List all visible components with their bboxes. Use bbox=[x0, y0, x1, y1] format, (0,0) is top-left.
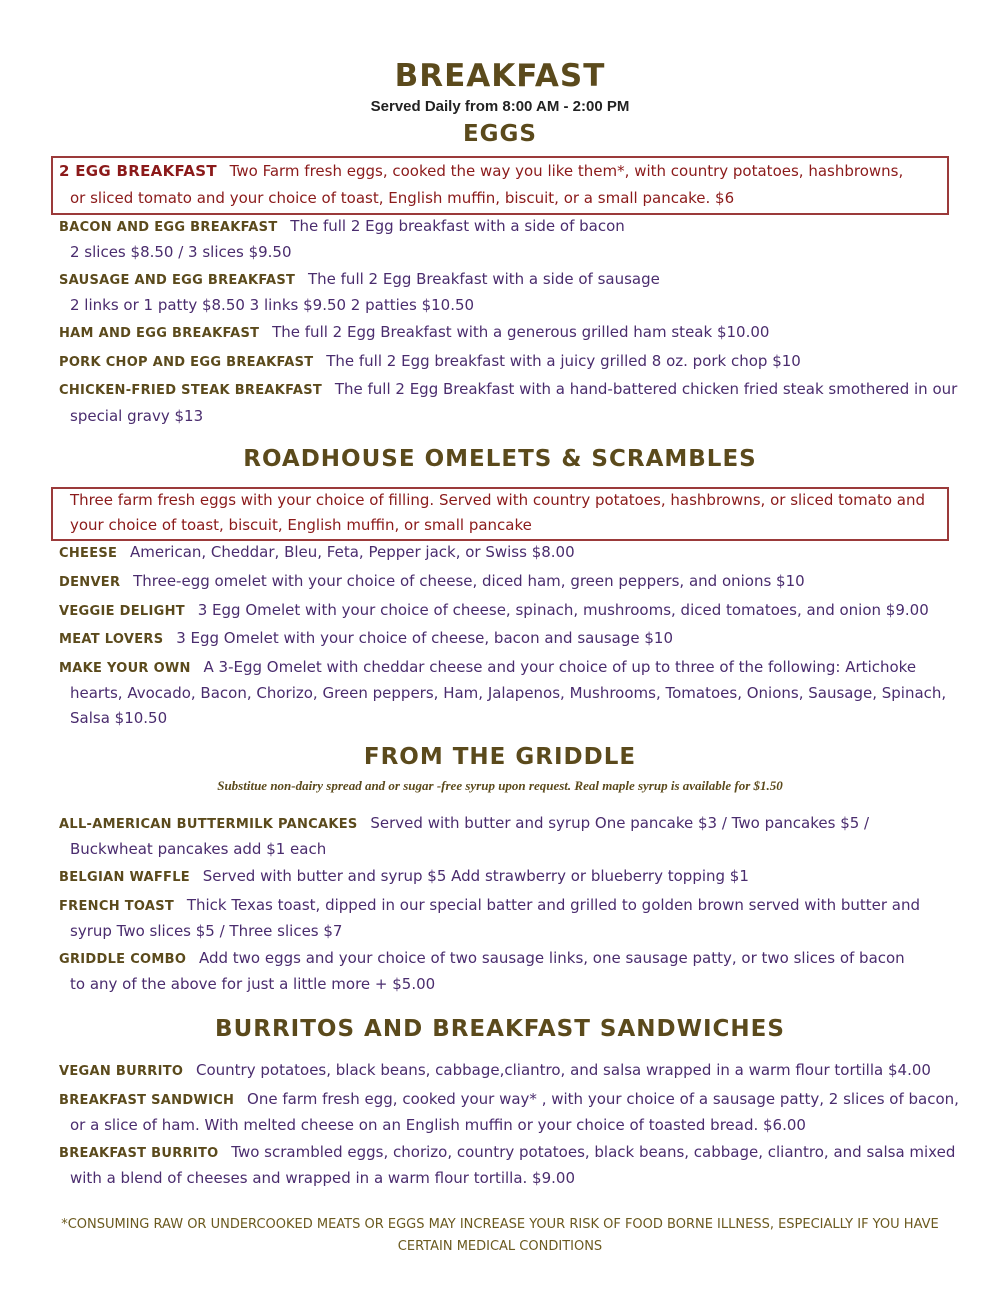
item-desc: Served with butter and syrup $5 Add strawberry or blueberry topping $1 bbox=[202, 867, 749, 885]
item-price-line: 2 slices $8.50 / 3 slices $9.50 bbox=[70, 243, 292, 261]
menu-item-ham-egg bbox=[59, 323, 769, 341]
griddle-note: Substitue non-dairy spread and or sugar -free syrup upon request. Real maple syrup is available for $1.50 bbox=[217, 778, 783, 793]
section-heading-eggs: EGGS bbox=[462, 121, 538, 147]
item-name: SAUSAGE AND EGG BREAKFAST bbox=[59, 273, 296, 288]
item-desc-cont: or a slice of ham. With melted cheese on an English muffin or your choice of toasted bread. $6.00 bbox=[70, 1116, 806, 1134]
menu-item-cheese bbox=[59, 543, 575, 561]
item-desc-cont: to any of the above for just a little more + $5.00 bbox=[70, 975, 436, 993]
menu-item-2-egg-breakfast bbox=[59, 162, 903, 180]
menu-item-vegan-burrito bbox=[59, 1061, 931, 1079]
item-desc: Three-egg omelet with your choice of cheese, diced ham, green peppers, and onions $10 bbox=[133, 572, 805, 590]
menu-item-belgian-waffle bbox=[59, 867, 749, 885]
item-name: BREAKFAST SANDWICH bbox=[59, 1093, 235, 1108]
menu-item-french-toast bbox=[59, 896, 920, 914]
item-name: FRENCH TOAST bbox=[59, 899, 175, 914]
section-heading-griddle: FROM THE GRIDDLE bbox=[363, 744, 637, 770]
menu-item-denver bbox=[59, 572, 805, 590]
menu-item-bacon-egg bbox=[59, 217, 625, 235]
menu-item-meat-lovers bbox=[59, 629, 673, 647]
item-desc: Add two eggs and your choice of two sausage links, one sausage patty, or two slices of bacon bbox=[198, 949, 905, 967]
item-name: 2 EGG BREAKFAST bbox=[59, 162, 217, 180]
item-name: CHICKEN-FRIED STEAK BREAKFAST bbox=[59, 383, 323, 398]
item-name: BREAKFAST BURRITO bbox=[59, 1146, 219, 1161]
item-name: VEGGIE DELIGHT bbox=[59, 604, 185, 619]
item-desc: Two Farm fresh eggs, cooked the way you like them*, with country potatoes, hashbrowns, bbox=[229, 162, 904, 180]
menu-item-griddle-combo bbox=[59, 949, 905, 967]
section-heading-omelets: ROADHOUSE OMELETS & SCRAMBLES bbox=[243, 446, 757, 472]
page-title: BREAKFAST bbox=[394, 58, 606, 94]
menu-item-chicken-fried-steak bbox=[59, 380, 957, 398]
item-name: MEAT LOVERS bbox=[59, 632, 164, 647]
item-name: PORK CHOP AND EGG BREAKFAST bbox=[59, 355, 314, 370]
item-desc: A 3-Egg Omelet with cheddar cheese and your choice of up to three of the following: Artichoke bbox=[203, 658, 917, 676]
item-name: VEGAN BURRITO bbox=[59, 1064, 184, 1079]
item-desc: 3 Egg Omelet with your choice of cheese, spinach, mushrooms, diced tomatoes, and onion $9.00 bbox=[197, 601, 929, 619]
menu-item-veggie-delight bbox=[59, 601, 929, 619]
menu-item-make-your-own bbox=[59, 658, 916, 676]
item-desc: Thick Texas toast, dipped in our special batter and grilled to golden brown served with butter and bbox=[186, 896, 921, 914]
omelets-intro-line1: Three farm fresh eggs with your choice of filling. Served with country potatoes, hashbrowns, or sliced tomato and bbox=[70, 491, 926, 509]
item-desc: The full 2 Egg Breakfast with a generous grilled ham steak $10.00 bbox=[272, 323, 770, 341]
item-price-line: 2 links or 1 patty $8.50 3 links $9.50 2 patties $10.50 bbox=[70, 296, 475, 314]
item-desc: Served with butter and syrup One pancake $3 / Two pancakes $5 / bbox=[370, 814, 870, 832]
item-desc: Two scrambled eggs, chorizo, country potatoes, black beans, cabbage, cliantro, and salsa mixed bbox=[231, 1143, 956, 1161]
item-desc-cont: Buckwheat pancakes add $1 each bbox=[70, 840, 327, 858]
item-desc-cont: or sliced tomato and your choice of toast, English muffin, biscuit, or a small pancake. $6 bbox=[70, 189, 735, 207]
item-name: ALL-AMERICAN BUTTERMILK PANCAKES bbox=[59, 817, 358, 832]
served-hours: Served Daily from 8:00 AM - 2:00 PM bbox=[370, 98, 630, 115]
item-desc: The full 2 Egg Breakfast with a hand-battered chicken fried steak smothered in our bbox=[334, 380, 958, 398]
item-name: GRIDDLE COMBO bbox=[59, 952, 187, 967]
item-desc: American, Cheddar, Bleu, Feta, Pepper jack, or Swiss $8.00 bbox=[130, 543, 575, 561]
item-desc-cont: syrup Two slices $5 / Three slices $7 bbox=[70, 922, 343, 940]
item-desc: One farm fresh egg, cooked your way* , with your choice of a sausage patty, 2 slices of bacon, bbox=[247, 1090, 959, 1108]
item-desc: 3 Egg Omelet with your choice of cheese, bacon and sausage $10 bbox=[176, 629, 673, 647]
section-heading-burritos: BURRITOS AND BREAKFAST SANDWICHES bbox=[215, 1016, 785, 1042]
menu-item-breakfast-burrito bbox=[59, 1143, 955, 1161]
item-name: DENVER bbox=[59, 575, 121, 590]
item-desc: The full 2 Egg breakfast with a side of bacon bbox=[290, 217, 625, 235]
menu-item-pork-chop-egg bbox=[59, 352, 801, 370]
menu-item-breakfast-sandwich bbox=[59, 1090, 959, 1108]
item-desc: The full 2 Egg Breakfast with a side of sausage bbox=[307, 270, 660, 288]
item-desc: The full 2 Egg breakfast with a juicy grilled 8 oz. pork chop $10 bbox=[326, 352, 801, 370]
item-desc: Country potatoes, black beans, cabbage,cliantro, and salsa wrapped in a warm flour tortilla $4.00 bbox=[196, 1061, 931, 1079]
omelets-intro-line2: your choice of toast, biscuit, English muffin, or small pancake bbox=[70, 516, 532, 534]
item-desc-cont: Salsa $10.50 bbox=[70, 709, 168, 727]
item-name: BELGIAN WAFFLE bbox=[59, 870, 190, 885]
item-name: MAKE YOUR OWN bbox=[59, 661, 191, 676]
item-name: BACON AND EGG BREAKFAST bbox=[59, 220, 278, 235]
item-desc-cont: with a blend of cheeses and wrapped in a warm flour tortilla. $9.00 bbox=[70, 1169, 575, 1187]
menu-item-sausage-egg bbox=[59, 270, 660, 288]
item-desc-cont: hearts, Avocado, Bacon, Chorizo, Green peppers, Ham, Jalapenos, Mushrooms, Tomatoes, Onions, Sausage, Spinach, bbox=[70, 684, 947, 702]
item-desc-cont: special gravy $13 bbox=[70, 407, 204, 425]
item-name: CHEESE bbox=[59, 546, 118, 561]
menu-item-pancakes bbox=[59, 814, 869, 832]
item-name: HAM AND EGG BREAKFAST bbox=[59, 326, 260, 341]
health-disclaimer: *CONSUMING RAW OR UNDERCOOKED MEATS OR EGGS MAY INCREASE YOUR RISK OF FOOD BORNE ILLNESS, ESPECIALLY IF YOU HAVE CERTAIN MEDICAL CONDITIONS bbox=[61, 1217, 939, 1254]
